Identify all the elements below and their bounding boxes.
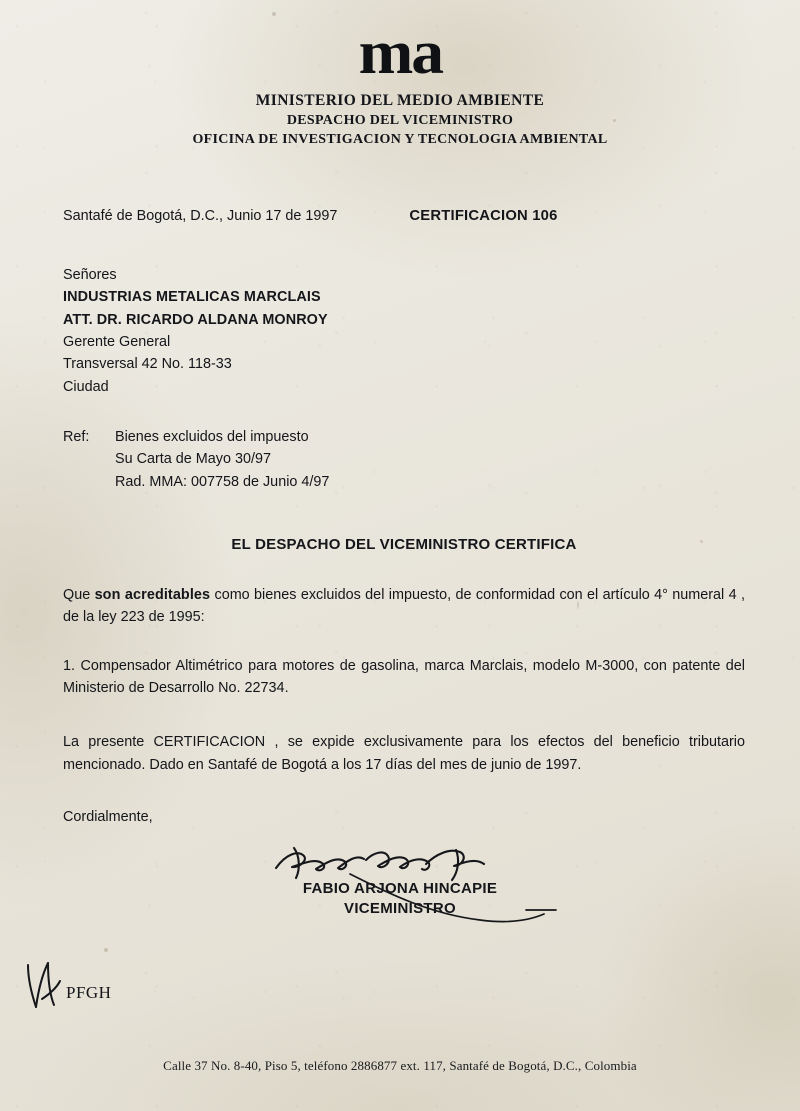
letter-body [63, 205, 745, 828]
addressee-attention: ATT. DR. RICARDO ALDANA MONROY [63, 311, 328, 328]
addressee-company: INDUSTRIAS METALICAS MARCLAIS [63, 289, 321, 306]
city-date: Santafé de Bogotá, D.C., Junio 17 de 1997 [63, 208, 338, 224]
paragraph-part-1: Que [63, 587, 95, 604]
date-and-certification-row [63, 205, 745, 228]
initials-block [22, 955, 111, 1015]
addressee-salutation: Señores [63, 266, 117, 283]
signature-block [0, 840, 800, 917]
paragraph-purpose: La presente CERTIFICACION , se expide exclusivamente para los efectos del beneficio tributario mencionado. Dado en Santafé de Bogotá a los 17 días del mes de junio de 1997. [63, 734, 745, 773]
department-name: OFICINA DE INVESTIGACION Y TECNOLOGIA AMBIENTAL [192, 132, 608, 147]
addressee-position: Gerente General [63, 333, 171, 350]
office-name: DESPACHO DEL VICEMINISTRO [286, 113, 514, 128]
ministry-logo: ma [358, 19, 442, 87]
closing-salutation: Cordialmente, [63, 809, 153, 826]
reference-label: Ref: [63, 428, 90, 445]
reference-line-2: Su Carta de Mayo 30/97 [115, 451, 271, 468]
addressee-city: Ciudad [63, 378, 109, 395]
addressee-block [63, 264, 745, 398]
handwritten-signature [0, 840, 800, 882]
signatory-title: VICEMINISTRO [344, 900, 456, 917]
certifies-heading: EL DESPACHO DEL VICEMINISTRO CERTIFICA [231, 535, 577, 553]
reference-line-1: Bienes excluidos del impuesto [115, 428, 309, 445]
paragraph-part-2: como bienes excluidos del impuesto, de conformidad con el artículo 4° numeral 4 , de la ley 223 de 1995: [63, 587, 745, 626]
certified-item-1: 1. Compensador Altimétrico para motores de gasolina, marca Marclais, modelo M-3000, con patente del Ministerio de Desarrollo No. 22734. [63, 657, 745, 697]
organization-name: MINISTERIO DEL MEDIO AMBIENTE [255, 92, 545, 109]
paragraph-emphasis: son acreditables [94, 587, 211, 604]
footer-address: Calle 37 No. 8-40, Piso 5, teléfono 2886877 ext. 117, Santafé de Bogotá, D.C., Colombia [163, 1058, 637, 1073]
initials-signature-mark [22, 955, 66, 1015]
paper-speck [104, 948, 108, 952]
certification-number: CERTIFICACION 106 [409, 208, 558, 224]
reference-lines [115, 426, 745, 493]
letterhead [0, 19, 800, 148]
organization-lines [0, 92, 800, 148]
addressee-address: Transversal 42 No. 118-33 [63, 356, 232, 373]
initials-text: PFGH [66, 983, 112, 1002]
signatory-name: FABIO ARJONA HINCAPIE [302, 880, 498, 897]
reference-block [63, 426, 745, 493]
paper-speck [272, 12, 276, 16]
paragraph-certification [63, 584, 745, 629]
reference-line-3: Rad. MMA: 007758 de Junio 4/97 [115, 473, 330, 490]
